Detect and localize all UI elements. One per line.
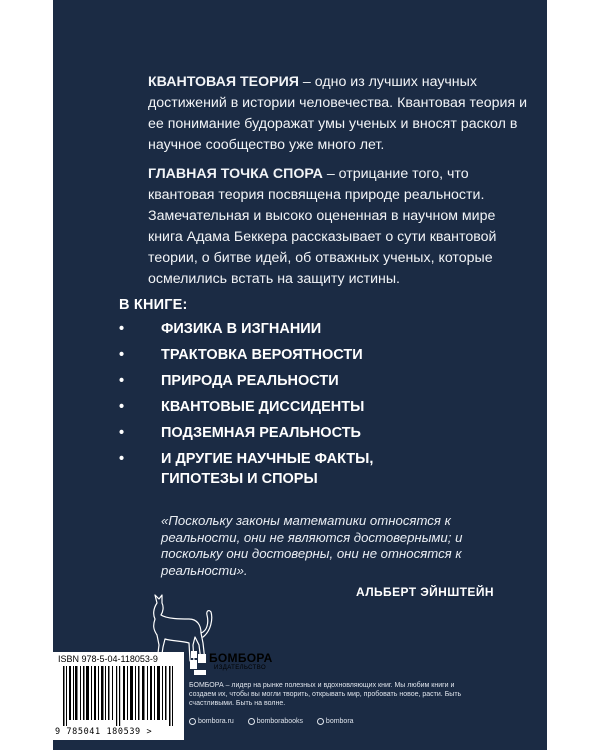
publisher-about: БОМБОРА – лидер на рынке полезных и вдохновляющих книг. Мы любим книги и создаем их, чтобы вы могли творить, открывать мир, пробовать новое, расти. Быть счастливыми. Быть на волне. [189, 682, 462, 707]
barcode-bars [63, 666, 175, 726]
bullet-icon: • [119, 425, 125, 441]
quote-author: АЛЬБЕРТ ЭЙНШТЕЙН [356, 585, 494, 599]
main-point-paragraph [148, 164, 528, 290]
social-vk[interactable]: bombora [325, 718, 354, 725]
social-instagram[interactable]: bomborabooks [256, 718, 304, 725]
instagram-icon [248, 718, 255, 725]
bullet-icon: • [119, 347, 125, 363]
main-point-lead: ГЛАВНАЯ ТОЧКА СПОРА [148, 166, 323, 182]
intro-lead: КВАНТОВАЯ ТЕОРИЯ [148, 74, 299, 90]
vk-icon [317, 718, 324, 725]
main-point-text: – отрицание того, что квантовая теория посвящена природе реальности. Замечательная и высоко оцененная в научном мире книга Адама Беккера рассказывает о сути квантовой теории, о битве идей, об отважных ученых, которые осмелились встать на защиту истины. [148, 166, 497, 287]
bullet-icon: • [119, 399, 125, 415]
social-links [189, 718, 354, 725]
einstein-quote: «Поскольку законы математики относятся к реальности, они не являются достоверными; и поскольку они достоверны, они не относятся к реальности». [161, 513, 463, 578]
intro-paragraph [148, 72, 528, 156]
bullet-icon: • [119, 321, 125, 337]
barcode-number: 9 785041 180539 > [55, 727, 153, 737]
social-site[interactable]: bombora.ru [198, 718, 234, 725]
publisher-name: БОМБОРА [209, 651, 273, 665]
in-book-heading: В КНИГЕ: [119, 297, 188, 313]
isbn-label: ISBN 978-5-04-118053-9 [58, 654, 158, 664]
intro-text: – одно из лучших научных достижений в истории человечества. Квантовая теория и ее понимание будоражат умы ученых и вносят раскол в научное сообщество уже много лет. [148, 74, 528, 153]
globe-icon [189, 718, 196, 725]
publisher-sub: ИЗДАТЕЛЬСТВО [214, 665, 267, 671]
bullet-icon: • [119, 451, 125, 467]
barcode-block [53, 652, 184, 740]
bullet-icon: • [119, 373, 125, 389]
back-cover: КВАНТОВАЯ ТЕОРИЯ – одно из лучших научных достижений в истории человечества. Квантовая теория и ее понимание будоражат умы ученых и вносят раскол в научное сообщество уже много лет. ГЛАВНАЯ ТОЧКА СПОРА – отрицание того, что квантовая теория посвящена природе реальности. Замечательная и высоко оцененная в научном мире книга Адама Беккера рассказывает о сути квантовой теории, о битве идей, об отважных ученых, которые осмелились встать на защиту истины. В КНИГЕ: • ФИЗИКА В ИЗГНАНИИ • ТРАКТОВКА ВЕРОЯТНОСТИ • ПРИРОДА РЕАЛЬНОСТИ • КВАНТОВЫЕ ДИССИДЕНТЫ • ПОДЗЕМНАЯ РЕАЛЬНОСТЬ • И ДРУГИЕ НАУЧНЫЕ ФАКТЫ, ГИПОТЕЗЫ И СПОРЫ «Поскольку законы математики относятся к реальности, они не являются достоверными; и поскольку они достоверны, они не относятся к реальности». АЛЬБЕРТ ЭЙНШТЕЙН [53, 0, 547, 750]
